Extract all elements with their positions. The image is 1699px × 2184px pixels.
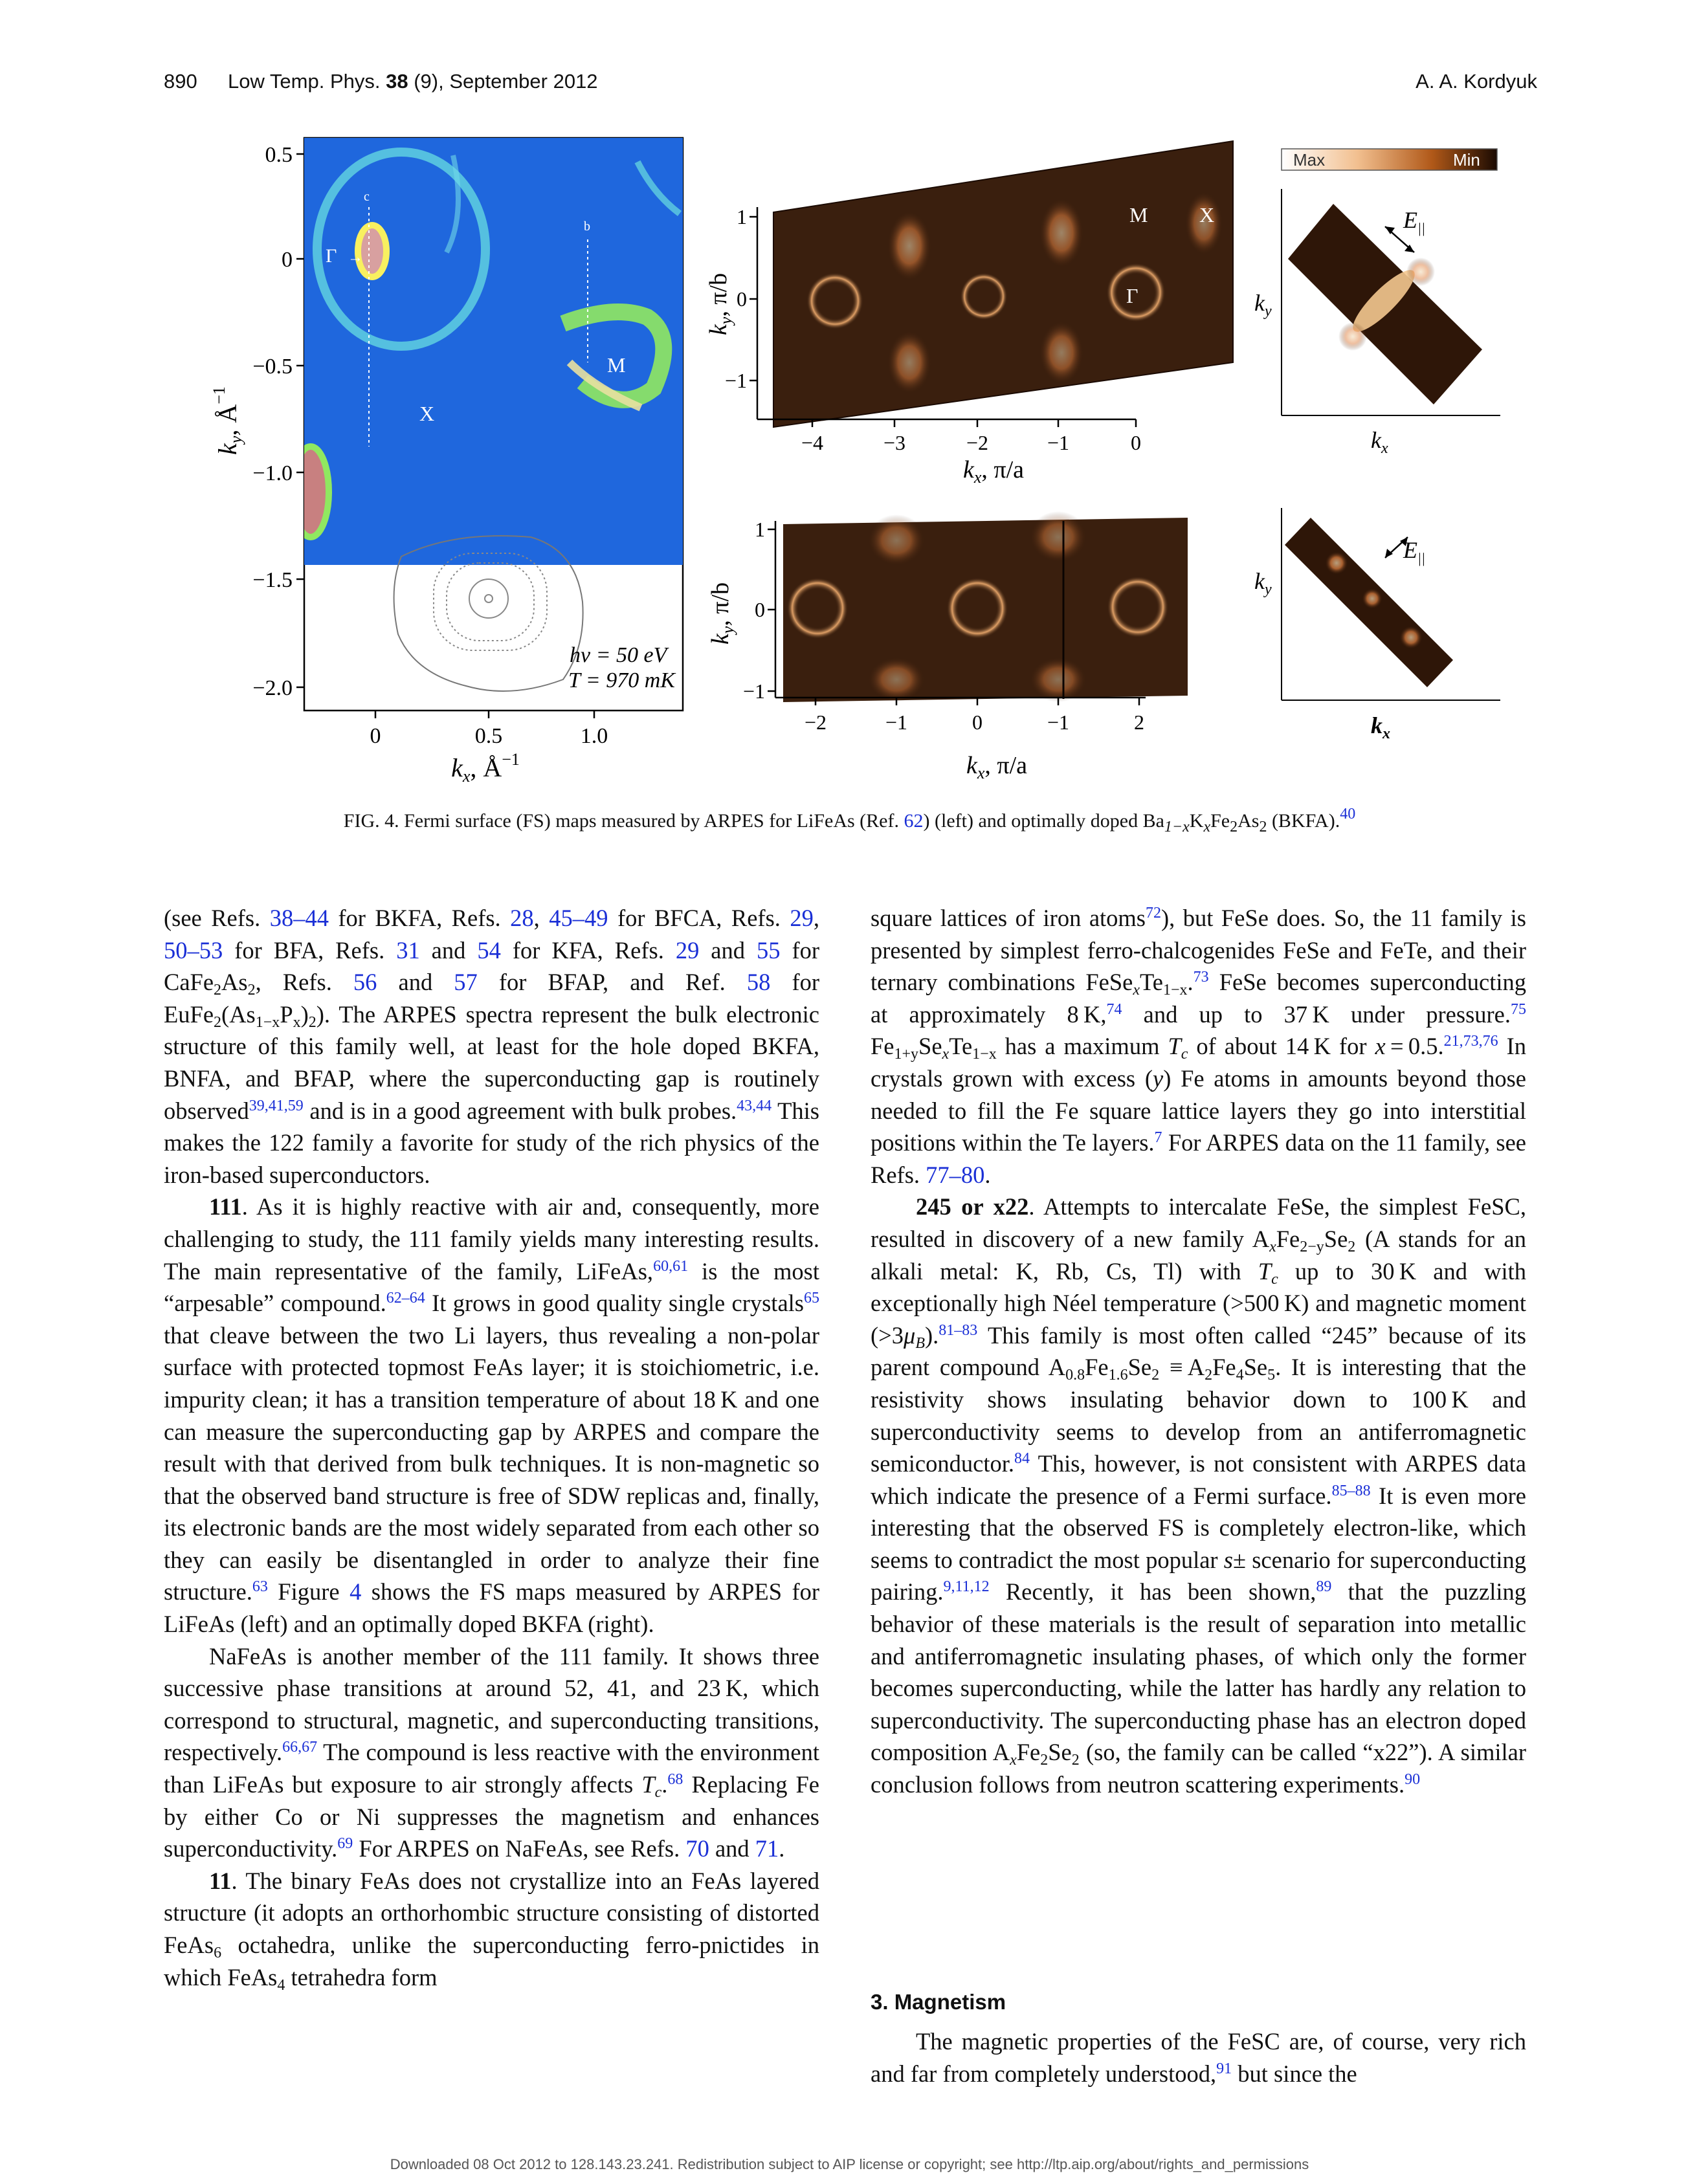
paragraph: square lattices of iron atoms$^{72}$), but FeSe does. So, the 11 family is presented by simplest ferro-chalcogenides FeSe and FeTe, and their ternary combinations $FeSe_xTe_{1-x}.^{73}$ FeSe becomes superconducting at approximately 8 K,$^{74}$ and up to 37 K under pressure.$^{75}$ $Fe_{1+y}Se_xTe_{1-x}$ has a maximum $T_c$ of about 14 K for x = 0.5.$^{21,73,76}$ In crystals grown with excess (y) Fe atoms in amounts beyond those needed to fill the Fe square lattice layers they go into interstitial positions within the Te layers.$^7$ For ARPES data on the 11 family, see Refs. 77–80. [871,904,1526,1188]
citation-link[interactable]: 63 [252,1578,268,1596]
gamma-arrow: → [348,249,363,266]
left-y-axis-label: $k_y$, $Å^{-1}$ [210,386,245,455]
left-ytick: −1.5 [252,568,293,592]
citation-link[interactable]: 81–83 [938,1321,978,1339]
subscript: 4 [277,1976,285,1994]
m-point-label: M [607,353,626,377]
subscript: 2 [1071,1752,1080,1769]
bottom-ytick: −1 [742,679,765,703]
subscript: 2−y [1300,1239,1324,1256]
left-ytick: −1.0 [252,461,293,485]
paragraph: NaFeAs is another member of the 111 family. It shows three successive phase transitions at around 52, 41, and 23 K, which correspond to structural, magnetic, and superconducting transitions, respectively.$^{66,67}$ The compound is less reactive with the environment than LiFeAs but exposure to air strongly affects $T_c.^{68}$ Replacing Fe by either Co or Ni suppresses the magnetism and enhances superconductivity.$^{69}$ For ARPES on NaFeAs, see Refs. 70 and 71. [164,1642,819,1862]
top-m-label: M [1129,203,1148,226]
reference-link[interactable]: 57 [454,969,478,996]
subscript: B [915,1334,925,1352]
top-xtick: −1 [1047,431,1070,454]
citation-link[interactable]: 90 [1405,1770,1421,1788]
run-in-heading: 245 or x22 [916,1193,1029,1220]
subscript: 2 [1348,1239,1356,1256]
left-ytick: −0.5 [252,355,293,379]
gamma-label: Γ [326,245,337,267]
section-heading: 3. Magnetism [871,1990,1006,2014]
citation-link[interactable]: 65 [804,1289,819,1307]
subscript: 1−x [255,1013,280,1031]
figure-4 [0,0,1699,809]
cut-c-label: c [364,190,370,204]
citation-link[interactable]: 91 [1216,2060,1232,2077]
citation-link[interactable]: 68 [667,1770,683,1788]
subscript: 2 [308,1013,316,1031]
reference-link[interactable]: 4 [350,1578,362,1605]
author-name: A. A. Kordyuk [1416,70,1537,93]
subscript: 0.8 [1065,1367,1085,1384]
reference-link[interactable]: 58 [746,969,771,996]
left-ytick: 0.5 [265,143,293,167]
subscript: c [654,1784,662,1802]
reference-link[interactable]: 56 [353,969,377,996]
top-ytick: 1 [737,205,747,228]
caption-ref-link[interactable]: 40 [1340,805,1356,822]
citation-link[interactable]: 62–64 [386,1289,425,1307]
subscript: x [1269,1239,1276,1256]
citation-link[interactable]: 73 [1193,969,1209,986]
colorbar-min-label: Min [1453,150,1480,170]
colorbar-max-label: Max [1293,150,1326,170]
left-ytick: −2.0 [252,676,293,700]
subscript: 1.6 [1108,1367,1128,1384]
left-text-column [164,902,819,1993]
italic-symbol: x [1375,1033,1386,1060]
top-xtick: 0 [1131,431,1141,454]
top-y-axis-label: $k_y$, π/b [705,272,735,336]
edge-pocket [293,447,329,537]
subscript: 5 [1267,1367,1276,1384]
right-text-column [871,902,1526,1801]
bottom-ytick: 1 [755,518,765,541]
right-top-e-label: $E_{||}$ [1403,207,1426,236]
citation-link[interactable]: 9,11,12 [943,1578,990,1596]
bottom-xtick: 2 [1134,711,1144,734]
top-xtick: −4 [801,431,824,454]
right-bottom-ky-label: $k_y$ [1254,568,1272,598]
x-point-label: X [419,402,435,425]
cut-b-label: b [584,219,590,234]
italic-symbol: T [1168,1033,1181,1060]
top-x-axis-label: $k_x$, π/a [962,456,1025,487]
bottom-xtick: −2 [804,711,827,734]
left-xtick: 1.0 [580,724,608,748]
top-xtick: −2 [966,431,989,454]
journal-name: Low Temp. Phys. [228,70,381,93]
reference-link[interactable]: 45–49 [549,905,608,931]
right-top-panel [1254,189,1500,457]
right-top-kx-label: $k_x$ [1371,427,1388,457]
paragraph: (see Refs. 38–44 for BKFA, Refs. 28, 45–49 for BFCA, Refs. 29, 50–53 for BFA, Refs. 31 and 54 for KFA, Refs. 29 and 55 for $CaFe_2As_2$, Refs. 56 and 57 for BFAP, and Ref. 58 for $EuFe_2(As_{1-x}P_x)_2$). The ARPES spectra represent the bulk electronic structure of this family well, at least for the hole doped BKFA, BNFA, and BFAP, where the superconducting gap is routinely observed$^{39,41,59}$ and is in a good agreement with bulk probes.$^{43,44}$ This makes the 122 family a favorite for study of the rich physics of the iron-based superconductors. [164,905,820,1188]
citation-link[interactable]: 85–88 [1331,1482,1371,1499]
citation-link[interactable]: 66,67 [282,1739,318,1756]
page-number: 890 [164,70,197,93]
subscript: 2 [1151,1367,1160,1384]
bottom-x-axis-label: $k_x$, π/a [966,752,1028,782]
subscript: 1−x [1162,982,1188,999]
citation-link[interactable]: 21,73,76 [1443,1033,1498,1050]
left-xtick: 0.5 [474,724,503,748]
colorbar [1282,149,1497,170]
subscript: c [1181,1046,1188,1063]
subscript: x [1010,1752,1017,1769]
reference-link[interactable]: 29 [790,905,814,931]
bottom-xtick: −1 [1047,711,1070,734]
subscript: x [942,1046,949,1063]
reference-link[interactable]: 71 [755,1835,779,1862]
top-gamma-label: Γ [1126,284,1138,307]
citation-link[interactable]: 75 [1511,1000,1526,1018]
paragraph: 245 or x22. Attempts to intercalate FeSe, the simplest FeSC, resulted in discovery of a new family $A_xFe_{2-y}Se_2$ (A stands for an alkali metal: K, Rb, Cs, Tl) with $T_c$ up to 30 K and with exceptionally high Néel temperature (>500 K) and magnetic moment $(>3\mu_B).^{81-83}$ This family is most often called “245” because of its parent compound $A_{0.8}Fe_{1.6}Se_2 \equiv A_2Fe_4Se_5$. It is interesting that the resistivity shows insulating behavior down to 100 K and superconductivity seems to develop from an antiferromagnetic semiconductor.$^{84}$ This, however, is not consistent with ARPES data which indicate the presence of a Fermi surface.$^{85-88}$ It is even more interesting that the observed FS is completely electron-like, which seems to contradict the most popular s± scenario for superconducting pairing.$^{9,11,12}$ Recently, it has been shown,$^{89}$ that the puzzling behavior of these materials is the result of separation into metallic and antiferromagnetic insulating phases, of which only the former becomes superconducting, while the latter has hardly any relation to superconductivity. The superconducting phase has an electron doped composition $A_xFe_2Se_2$ (so, the family can be called “x22”). A similar conclusion follows from neutron scattering experiments.$^{90}$ [871,1193,1527,1798]
left-xtick: 0 [370,724,381,748]
bottom-xtick: 0 [972,711,983,734]
reference-link[interactable]: 55 [756,936,781,964]
right-bottom-kx-label: $k_x$ [1371,712,1390,742]
reference-link[interactable]: 38–44 [269,905,329,931]
italic-symbol: y [1152,1064,1164,1092]
paragraph: The magnetic properties of the FeSC are, of course, very rich and far from completely understood,$^{91}$ but since the [871,2028,1526,2087]
citation-link[interactable]: 60,61 [653,1257,689,1275]
reference-link[interactable]: 77–80 [926,1161,985,1188]
citation-link[interactable]: 43,44 [737,1097,772,1114]
subscript: 4 [1236,1367,1244,1384]
right-text-column-continued [871,2025,1526,2090]
bkfa-top-map [705,141,1233,487]
top-ytick: 0 [737,287,747,311]
reference-link[interactable]: 28 [510,905,534,931]
reference-link[interactable]: 54 [477,936,501,964]
paragraph: 111. As it is highly reactive with air and, consequently, more challenging to study, the 111 family yields many interesting results. The main representative of the family, LiFeAs,$^{60,61}$ is the most “arpesable” compound.$^{62-64}$ It grows in good quality single crystals$^{65}$ that cleave between the two Li layers, thus revealing a non-polar surface with protected topmost FeAs layer; it is stoichiometric, i.e. impurity clean; it has a transition temperature of about 18 K and one can measure the superconducting gap by ARPES and compare the result with that derived from bulk techniques. It is non-magnetic so that the observed band structure is free of SDW replicas and, finally, its electronic bands are the most widely separated from each other so they can easily be disentangled in order to analyze their fine structure.$^{63}$ Figure 4 shows the FS maps measured by ARPES for LiFeAs (left) and an optimally doped BKFA (right). [164,1193,820,1638]
subscript: x [293,1013,301,1031]
citation-link[interactable]: 69 [337,1835,353,1853]
subscript: 2 [1040,1752,1049,1769]
italic-symbol: T [641,1771,655,1798]
journal-volume: 38 [386,70,408,93]
top-xtick: −3 [883,431,906,454]
journal-issue-date: (9), September 2012 [414,70,598,93]
reference-link[interactable]: 31 [396,936,420,964]
bkfa-bottom-map [707,511,1188,782]
left-x-axis-label: $k_x$, $Å^{-1}$ [451,750,520,786]
top-x-label: X [1199,203,1215,226]
caption-ref-link[interactable]: 62 [904,810,924,832]
photon-energy-label: hν = 50 eV [570,643,667,667]
italic-symbol: s [1223,1546,1233,1573]
subscript: 6 [214,1945,222,1962]
subscript: 1−x [972,1046,997,1063]
citation-link[interactable]: 84 [1014,1450,1030,1467]
temperature-label: T = 970 mK [568,668,675,692]
citation-link[interactable]: 89 [1316,1578,1332,1596]
reference-link[interactable]: 50–53 [164,936,223,964]
lifeas-fs-map [210,138,683,786]
run-in-heading: 111 [209,1193,242,1220]
figure-caption: FIG. 4. Fermi surface (FS) maps measured by ARPES for LiFeAs (Ref. 62) (left) and optimally doped $Ba_{1-x}K_xFe_2As_2$ (BKFA).$^{40}$ [343,805,1356,836]
italic-symbol: μ [904,1321,916,1349]
subscript: 2 [1205,1367,1213,1384]
subscript: 1+y [894,1046,919,1063]
citation-link[interactable]: 39,41,59 [249,1097,304,1114]
left-ytick: 0 [282,248,293,272]
right-bottom-panel [1254,508,1500,742]
right-top-ky-label: $k_y$ [1254,290,1272,320]
paragraph: 11. The binary FeAs does not crystallize into an FeAs layered structure (it adopts an orthorhombic structure consisting of distorted FeAs$_6$ octahedra, unlike the superconducting ferro-pnictides in which FeAs$_4$ tetrahedra form [164,1867,819,1994]
right-bottom-e-label: $E_{||}$ [1403,537,1426,566]
run-in-heading: 11 [209,1867,232,1894]
reference-link[interactable]: 29 [675,936,700,964]
reference-link[interactable]: 70 [685,1835,709,1862]
citation-link[interactable]: 74 [1106,1000,1122,1018]
citation-link[interactable]: 72 [1146,904,1162,921]
subscript: 2 [247,982,256,999]
subscript: c [1271,1270,1278,1288]
bottom-y-axis-label: $k_y$, π/b [707,582,737,645]
bottom-xtick: −1 [885,711,908,734]
bottom-ytick: 0 [755,598,765,621]
subscript: 2 [214,1013,222,1031]
citation-link[interactable]: 7 [1154,1129,1162,1146]
download-footer: Downloaded 08 Oct 2012 to 128.143.23.241. Redistribution subject to AIP license or copyright; see http://ltp.aip.org/about/rights_and_permissions [390,2156,1309,2172]
top-ytick: −1 [724,369,747,392]
subscript: 2 [214,982,222,999]
italic-symbol: T [1258,1257,1272,1285]
subscript: x [1133,982,1140,999]
